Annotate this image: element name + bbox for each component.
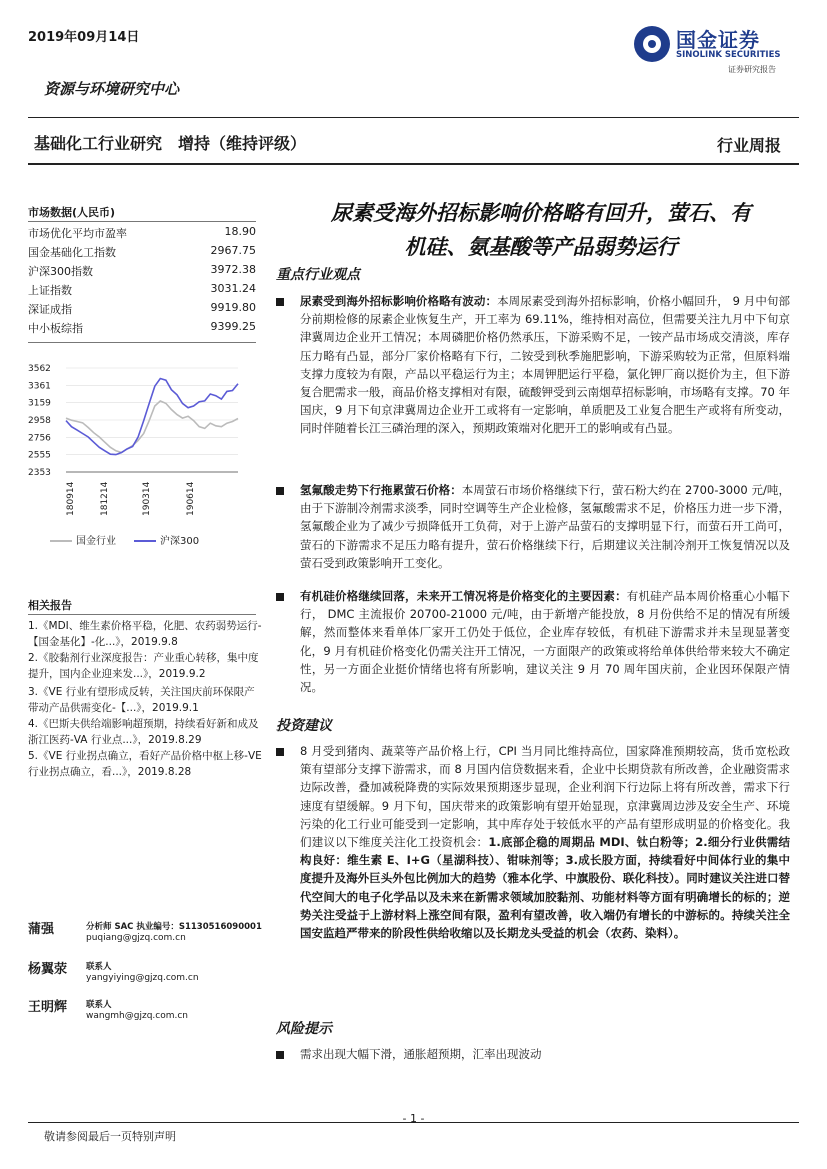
disclaimer: 敬请参阅最后一页特别声明 <box>44 1130 176 1143</box>
chart-x-tick-label: 181214 <box>100 481 110 516</box>
chart-legend <box>50 534 199 547</box>
market-data-value: 18.90 <box>224 225 256 238</box>
market-data-label: 沪深300指数 <box>28 265 93 278</box>
logo-name-cn: 国金证券 <box>676 28 760 52</box>
related-report-item[interactable]: 3.《VE 行业有望形成反转，关注国庆前环保限产带动产品供需变化-【...》，2019.9.1 <box>28 686 255 714</box>
market-data-label: 中小板综指 <box>28 322 83 335</box>
market-data-row <box>28 320 256 336</box>
chart-x-ticks <box>66 481 196 516</box>
bullet-icon <box>276 487 284 495</box>
report-title <box>276 196 806 264</box>
market-data-value: 3031.24 <box>210 282 256 295</box>
related-report-item[interactable]: 2.《胶黏剂行业深度报告：产业重心转移，集中度提升，国内企业迎来发...》，2019.9.2 <box>28 652 259 680</box>
chart-x-tick-label: 190614 <box>186 481 196 516</box>
sinolink-logo-icon <box>634 26 670 62</box>
related-report-item[interactable]: 5.《VE 行业拐点确立，看好产品价格中枢上移-VE 行业拐点确立，看...》，2019.8.28 <box>28 750 262 778</box>
author-name: 杨翼荥 <box>28 962 68 977</box>
index-chart <box>28 358 260 558</box>
department: 资源与环境研究中心 <box>44 80 180 98</box>
chart-y-tick-label: 2756 <box>28 433 51 444</box>
bullet-icon <box>276 593 284 601</box>
report-title-line1: 尿素受海外招标影响价格略有回升，萤石、有 <box>331 200 751 225</box>
sector-rating: 基础化工行业研究 增持（维持评级） <box>34 134 307 153</box>
market-data-row <box>28 301 256 317</box>
chart-series-line-1 <box>66 379 238 455</box>
market-data-value: 9919.80 <box>210 301 256 314</box>
author-email[interactable]: puqiang@gjzq.com.cn <box>86 933 186 943</box>
viewpoint-fluorite-head: 氢氟酸走势下行拖累萤石价格： <box>300 483 462 497</box>
header-rule <box>28 117 799 118</box>
chart-y-tick-label: 3562 <box>28 364 51 374</box>
chart-x-tick-label: 190314 <box>142 481 152 516</box>
viewpoint-silicone-head: 有机硅价格继续回落，未来开工情况将是价格变化的主要因素： <box>300 589 627 603</box>
market-data-label: 市场优化平均市盈率 <box>28 227 127 240</box>
market-data-row <box>28 225 256 241</box>
report-date: 2019年09月14日 <box>28 30 140 45</box>
chart-legend-label: 国金行业 <box>76 536 116 547</box>
header-rule-thick <box>28 163 799 165</box>
market-data-rule-bottom <box>28 342 256 343</box>
market-data-value: 3972.38 <box>210 263 256 276</box>
report-title-line2: 机硅、氨基酸等产品弱势运行 <box>404 234 678 259</box>
risk-heading: 风险提示 <box>276 1021 332 1037</box>
page-number: - 1 - <box>402 1112 425 1125</box>
viewpoint-silicone-body: 有机硅产品本周价格重心小幅下行， DMC 主流报价 20700-21000 元/吨，由于新增产能投放，8 月份供给不足的情况有所缓解，然而整体来看单体厂家开工仍处于低位，企业库存较低，有机硅下游需求并未呈现显著变化，9 月有机硅价格变化仍需关注开工情况，一方面限产的政策或将给单体供给带来较大不确定性，另一方面企业挺价情绪也将有所影响，建议关注 9 月 70 周年国庆前，企业因环保限产情况。 <box>300 589 790 695</box>
sinolink-logo <box>634 24 804 80</box>
logo-name-en: SINOLINK SECURITIES <box>676 50 781 60</box>
author-email[interactable]: yangyiying@gjzq.com.cn <box>86 973 199 983</box>
chart-y-tick-label: 2555 <box>28 450 51 461</box>
chart-y-tick-label: 3159 <box>28 398 51 409</box>
bullet-icon <box>276 298 284 306</box>
author-role: 分析师 SAC 执业编号：S1130516090001 <box>86 922 262 932</box>
bullet-icon <box>276 748 284 756</box>
chart-lines <box>66 379 238 455</box>
viewpoint-fluorite-body: 本周萤石市场价格继续下行，萤石粉大约在 2700-3000 元/吨，由于下游制冷剂需求淡季，同时空调等生产企业检修，氢氟酸需求不足，价格压力进一步下滑，氢氟酸企业为了减少亏损降低开工负荷，对于上游产品萤石的支撑明显下行，而萤石开工尚可，萤石的下游需求不足压力略有提升，萤石价格继续下行，后期建议关注制冷剂开工恢复情况以及萤石受到政策影响开工变化。 <box>300 483 790 570</box>
author-name: 王明辉 <box>28 1000 68 1015</box>
chart-grid <box>66 368 238 472</box>
author-role: 联系人 <box>86 962 112 972</box>
market-data-title: 市场数据(人民币) <box>28 206 116 219</box>
related-reports-rule <box>28 614 256 615</box>
chart-y-tick-label: 3361 <box>28 381 51 392</box>
logo-subtitle: 证券研究报告 <box>728 65 776 74</box>
market-data-value: 2967.75 <box>210 244 256 257</box>
risk-text: 需求出现大幅下滑，通胀超预期，汇率出现波动 <box>300 1047 542 1061</box>
market-data-row <box>28 244 256 260</box>
viewpoint-urea-body: 本周尿素受到海外招标影响，价格小幅回升， 9 月中旬部分前期检修的尿素企业恢复生产，开工率为 69.11%，维持相对高位，但需要关注九月中下旬京津冀周边企业开工情况；本周磷肥价格仍然承压，下游采购不足，一铵产品市场成交清淡，库存压力略有凸显，部分厂家价格略有下行，二铵受到秋季施肥影响，下游采购较为正常，但原料端支撑力度较为有限，产品以平稳运行为主；本周钾肥运行平稳，氯化钾厂商以挺价为主，但下游复合肥需求一般，商品价格支撑相对有限，硫酸钾受到云南烟草招标影响，市场略有支撑。70 年国庆，9 月下旬京津冀周边企业开工或将有一定影响，单质肥及工业复合肥生产或将有所变动，同时伴随着长江三磷治理的深入，预期政策端对化肥开工的影响或有凸显。 <box>300 294 791 436</box>
market-data-row <box>28 282 256 298</box>
investment-advice <box>300 742 790 942</box>
chart-x-tick-label: 180914 <box>66 481 76 516</box>
related-report-item[interactable]: 1.《MDI、维生素价格平稳，化肥、农药弱势运行-【国金基化】-化...》，2019.9.8 <box>28 620 262 648</box>
related-report-item[interactable]: 4.《巴斯夫供给端影响超预期，持续看好新和成及浙江医药-VA 行业点...》，2019.8.29 <box>28 718 259 746</box>
chart-series-line-0 <box>66 401 238 453</box>
viewpoint-urea-head: 尿素受到海外招标影响价格略有波动： <box>300 294 498 308</box>
market-data-label: 上证指数 <box>28 284 72 297</box>
viewpoints-heading: 重点行业观点 <box>276 267 360 283</box>
market-data-label: 深证成指 <box>28 303 72 316</box>
footer-rule <box>28 1122 799 1123</box>
chart-y-tick-label: 2353 <box>28 468 51 478</box>
author-role: 联系人 <box>86 1000 112 1010</box>
viewpoint-silicone <box>300 587 790 696</box>
market-data-label: 国金基础化工指数 <box>28 246 116 259</box>
viewpoint-fluorite <box>300 481 790 572</box>
market-data-value: 9399.25 <box>210 320 256 333</box>
market-data-row <box>28 263 256 279</box>
author-email[interactable]: wangmh@gjzq.com.cn <box>86 1011 189 1021</box>
chart-y-ticks <box>28 364 51 478</box>
investment-advice-picks: 1.底部企稳的周期品 MDI、钛白粉等；2.细分行业供需结构良好：维生素 E、I+G（星湖科技）、钳味剂等；3.成长股方面，持续看好中间体行业的集中度提升及海外巨头外包比例加大的趋势（雅本化学、中旗股份、联化科技）。同时建议关注进口替代空间大的电子化学品以及未来在新需求领域加胶黏剂、功能材料等方面有明确增长的标的；逆势关注受益于上游材料上涨空间有限，盈利有望改善，收入端仍有增长的中游标的。持续关注全国安监趋严带来的阶段性供给收缩以及长期龙头受益的机会（农药、染料）。 <box>300 835 791 941</box>
viewpoint-urea <box>300 292 790 438</box>
report-type: 行业周报 <box>716 136 781 155</box>
chart-y-tick-label: 2958 <box>28 416 51 426</box>
author-name: 蒲强 <box>28 922 55 937</box>
investment-advice-body: 8 月受到猪肉、蔬菜等产品价格上行，CPI 当月同比维持高位，国家降准预期较高，货币宽松政策有望部分支撑下游需求，而 8 月国内信贷数据来看，企业中长期贷款有所改善，企业融资需求边际改善，叠加减税降费的实际效果预期逐步显现，企业利润下行边际上将有所改善，需求下行速度有望缓解。9 月下旬，国庆带来的政策影响有望开始显现，京津冀周边涉及安全生产、环境污染的化工行业可能受到一定影响，其中库存处于较低水平的产品有望形成明显的价格变化。我们建议以下维度关注化工投资机会： <box>300 744 790 850</box>
chart-legend-label: 沪深300 <box>160 536 200 547</box>
market-data-rule <box>28 221 256 222</box>
related-reports-title: 相关报告 <box>28 599 72 612</box>
advice-heading: 投资建议 <box>276 718 332 734</box>
bullet-icon <box>276 1051 284 1059</box>
